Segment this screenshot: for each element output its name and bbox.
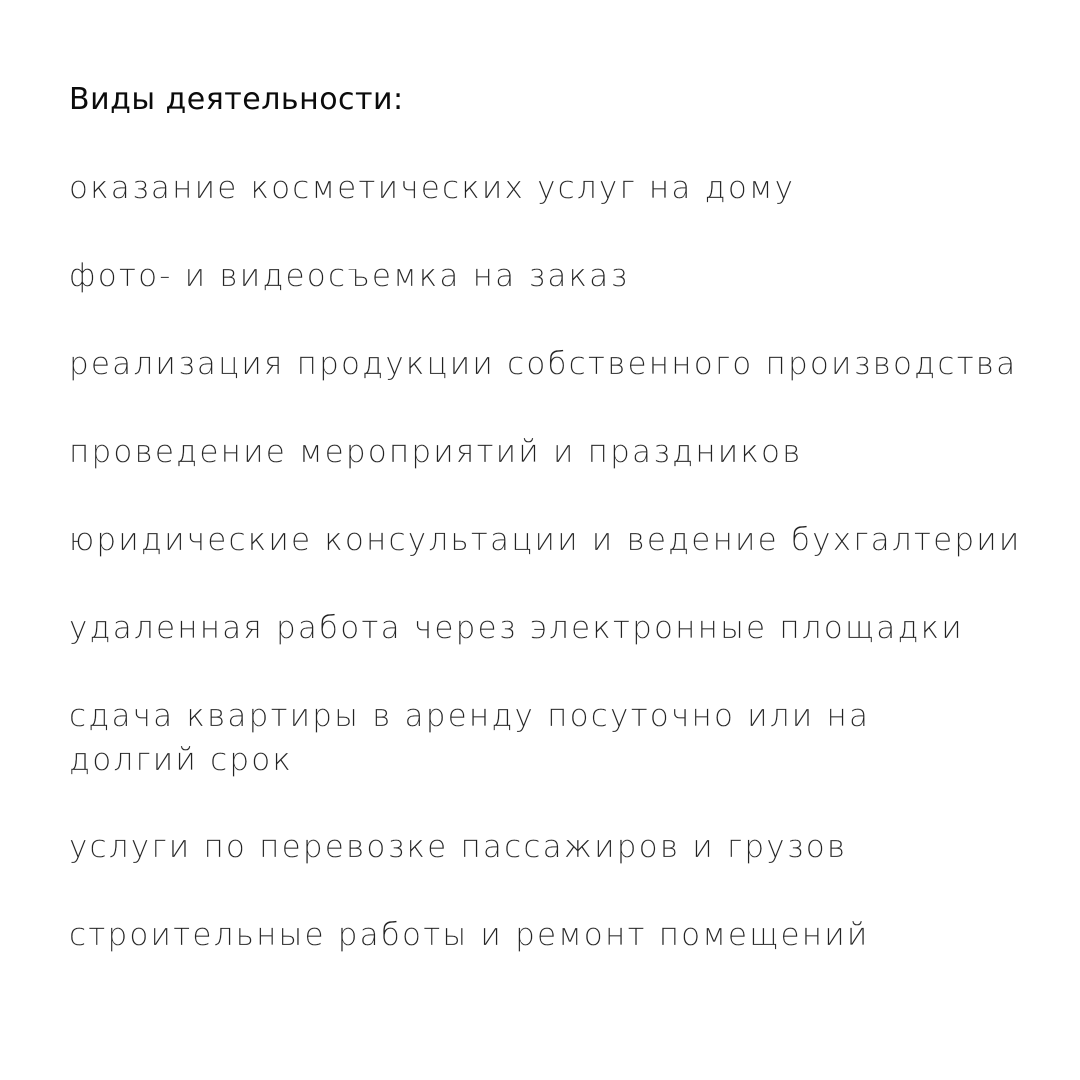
activity-item: юридические консультации и ведение бухгалтерии [69,522,1022,558]
page-title: Виды деятельности: [69,82,404,117]
activity-item: сдача квартиры в аренду посуточно или на долгий срок [69,698,871,778]
activity-item: фото- и видеосъемка на заказ [69,258,630,294]
activity-item: оказание косметических услуг на дому [69,170,796,206]
activity-item: проведение мероприятий и праздников [69,434,803,470]
activity-item: реализация продукции собственного производства [69,346,1018,382]
activity-item: услуги по перевозке пассажиров и грузов [69,829,848,865]
activity-item: удаленная работа через электронные площадки [69,610,964,646]
activity-item: строительные работы и ремонт помещений [69,917,870,953]
